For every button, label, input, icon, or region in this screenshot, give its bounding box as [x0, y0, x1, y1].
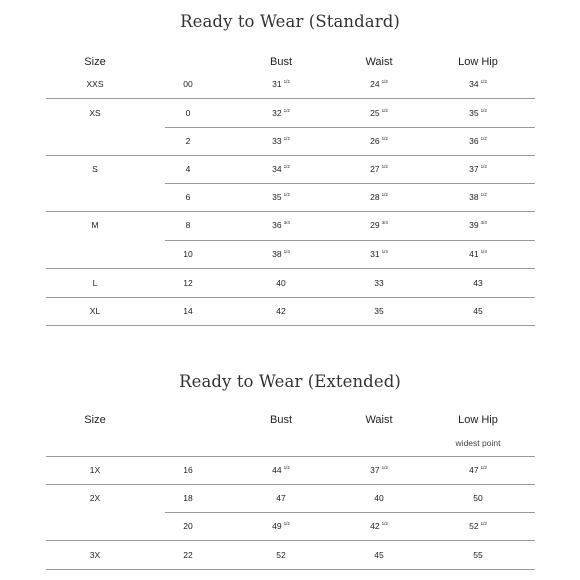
extended-row-divider — [46, 456, 535, 457]
standard-low-hip-value-fraction: 1/2 — [480, 78, 487, 84]
extended-bust-value — [276, 551, 285, 560]
extended-size-number-value: 18 — [183, 492, 193, 503]
standard-size-number — [183, 279, 192, 288]
standard-low-hip-value-value: 37 — [469, 163, 479, 174]
extended-low-hip-value-value: 47 — [469, 464, 479, 475]
standard-bust-value-value: 33 — [272, 135, 282, 146]
standard-size-label — [93, 279, 98, 288]
standard-bust-value-value: 32 — [272, 107, 282, 118]
standard-bust-value — [272, 165, 290, 174]
standard-waist-value-value: 27 — [370, 163, 380, 174]
standard-waist-value-value: 31 — [370, 248, 380, 259]
standard-waist-value-fraction: 1/4 — [381, 248, 388, 254]
standard-size-number — [183, 307, 192, 316]
standard-header-waist: Waist — [365, 56, 393, 68]
standard-waist-value-value: 29 — [370, 219, 380, 230]
standard-row-divider — [165, 127, 535, 128]
extended-size-label — [90, 466, 100, 475]
extended-bust-value-value: 49 — [272, 520, 282, 531]
extended-size-number-value: 20 — [183, 520, 193, 531]
standard-bust-value — [276, 307, 285, 316]
standard-size-label-value: L — [92, 277, 98, 288]
standard-waist-value — [370, 80, 388, 89]
standard-size-number — [186, 109, 191, 118]
standard-size-label — [90, 307, 100, 316]
extended-low-hip-value-fraction: 1/2 — [480, 464, 487, 470]
standard-bust-value-value: 31 — [272, 78, 282, 89]
standard-low-hip-value — [469, 80, 487, 89]
standard-size-label — [92, 165, 98, 174]
standard-waist-value — [370, 109, 388, 118]
standard-waist-value-fraction: 1/2 — [381, 135, 388, 141]
extended-row-divider — [46, 540, 535, 541]
standard-low-hip-value — [469, 137, 487, 146]
standard-low-hip-value-value: 36 — [469, 135, 479, 146]
standard-waist-value-value: 25 — [370, 107, 380, 118]
standard-size-label-value: XS — [89, 107, 101, 118]
standard-bust-value-fraction: 1/2 — [283, 135, 290, 141]
extended-waist-value-fraction: 1/2 — [381, 520, 388, 526]
standard-size-label-value: S — [92, 163, 98, 174]
standard-size-number-value: 6 — [185, 191, 191, 202]
extended-size-number — [183, 522, 192, 531]
extended-header-waist: Waist — [365, 414, 393, 426]
extended-size-number-value: 16 — [183, 464, 193, 475]
standard-low-hip-value — [469, 193, 487, 202]
standard-bust-value-fraction: 1/2 — [283, 163, 290, 169]
standard-waist-value — [374, 307, 383, 316]
extended-low-hip-value — [473, 551, 482, 560]
standard-waist-value-fraction: 3/4 — [381, 219, 388, 225]
extended-header-size: Size — [84, 414, 106, 426]
extended-waist-value — [374, 551, 383, 560]
standard-row-divider — [46, 98, 535, 99]
extended-title: Ready to Wear (Extended) — [179, 372, 401, 391]
standard-low-hip-value — [469, 165, 487, 174]
standard-size-number — [183, 250, 192, 259]
extended-size-label-value: 3X — [89, 549, 101, 560]
extended-waist-value — [370, 522, 388, 531]
standard-bust-value — [276, 279, 285, 288]
extended-bust-value-fraction: 1/2 — [283, 464, 290, 470]
extended-row-divider — [165, 512, 535, 513]
extended-low-hip-value — [473, 494, 482, 503]
extended-size-number-value: 22 — [183, 549, 193, 560]
extended-waist-value — [370, 466, 388, 475]
standard-low-hip-value — [469, 221, 487, 230]
extended-size-label-value: 2X — [89, 492, 101, 503]
standard-waist-value-value: 33 — [374, 277, 384, 288]
extended-waist-value-value: 45 — [374, 549, 384, 560]
standard-bust-value — [272, 250, 290, 259]
standard-bust-value-fraction: 1/2 — [283, 107, 290, 113]
extended-header-low-hip-note: widest point — [455, 438, 501, 448]
standard-bust-value — [272, 221, 290, 230]
standard-waist-value — [370, 193, 388, 202]
extended-low-hip-value-fraction: 1/2 — [480, 520, 487, 526]
standard-row-divider — [46, 268, 535, 269]
extended-bust-value — [272, 466, 290, 475]
standard-bust-value — [272, 137, 290, 146]
extended-low-hip-value — [469, 522, 487, 531]
standard-low-hip-value-fraction: 1/4 — [480, 248, 487, 254]
standard-size-number — [186, 165, 191, 174]
standard-bust-value-fraction: 1/2 — [283, 78, 290, 84]
standard-row-divider — [165, 240, 535, 241]
extended-waist-value-value: 40 — [374, 492, 384, 503]
standard-waist-value — [370, 137, 388, 146]
extended-low-hip-value — [469, 466, 487, 475]
standard-waist-value-fraction: 1/2 — [381, 163, 388, 169]
extended-low-hip-value-value: 55 — [473, 549, 483, 560]
standard-size-number — [186, 137, 191, 146]
standard-low-hip-value-value: 39 — [469, 219, 479, 230]
extended-waist-value — [374, 494, 383, 503]
standard-size-label — [86, 80, 103, 89]
standard-waist-value — [370, 250, 388, 259]
standard-size-number — [186, 193, 191, 202]
standard-low-hip-value-value: 45 — [473, 305, 483, 316]
standard-bust-value-value: 36 — [272, 219, 282, 230]
standard-waist-value-fraction: 1/2 — [381, 78, 388, 84]
standard-bust-value — [272, 193, 290, 202]
extended-bust-value — [272, 522, 290, 531]
extended-bust-value — [276, 494, 285, 503]
extended-waist-value-value: 42 — [370, 520, 380, 531]
extended-size-number — [183, 551, 192, 560]
extended-bust-value-value: 52 — [276, 549, 286, 560]
standard-low-hip-value-fraction: 1/2 — [480, 135, 487, 141]
standard-bust-value — [272, 80, 290, 89]
standard-size-number-value: 10 — [183, 248, 193, 259]
standard-low-hip-value-value: 43 — [473, 277, 483, 288]
standard-bust-value-fraction: 1/2 — [283, 191, 290, 197]
extended-waist-value-fraction: 1/2 — [381, 464, 388, 470]
standard-low-hip-value-value: 38 — [469, 191, 479, 202]
standard-low-hip-value-fraction: 1/2 — [480, 191, 487, 197]
standard-size-number — [186, 221, 191, 230]
standard-low-hip-value-fraction: 3/4 — [480, 219, 487, 225]
standard-low-hip-value-value: 35 — [469, 107, 479, 118]
standard-waist-value-value: 28 — [370, 191, 380, 202]
standard-low-hip-value-fraction: 1/2 — [480, 163, 487, 169]
standard-size-number-value: 14 — [183, 305, 193, 316]
standard-size-number-value: 00 — [183, 78, 193, 89]
standard-low-hip-value — [469, 250, 487, 259]
standard-bust-value-value: 42 — [276, 305, 286, 316]
extended-header-low-hip: Low Hip — [458, 414, 498, 426]
extended-waist-value-value: 37 — [370, 464, 380, 475]
standard-header-low-hip: Low Hip — [458, 56, 498, 68]
standard-bust-value-fraction: 1/4 — [283, 248, 290, 254]
standard-header-size: Size — [84, 56, 106, 68]
standard-waist-value — [370, 221, 388, 230]
standard-low-hip-value-value: 34 — [469, 78, 479, 89]
standard-bust-value-fraction: 3/4 — [283, 219, 290, 225]
standard-bust-value-value: 38 — [272, 248, 282, 259]
extended-size-number — [183, 494, 192, 503]
standard-waist-value-value: 24 — [370, 78, 380, 89]
standard-waist-value — [374, 279, 383, 288]
extended-size-label — [90, 494, 100, 503]
standard-waist-value-value: 35 — [374, 305, 384, 316]
standard-bust-value — [272, 109, 290, 118]
standard-low-hip-value — [473, 307, 482, 316]
extended-size-number — [183, 466, 192, 475]
standard-waist-value-value: 26 — [370, 135, 380, 146]
standard-size-number-value: 4 — [185, 163, 191, 174]
standard-size-label-value: M — [91, 219, 99, 230]
extended-size-label — [90, 551, 100, 560]
standard-header-bust: Bust — [269, 56, 293, 68]
standard-low-hip-value — [473, 279, 482, 288]
extended-size-label-value: 1X — [89, 464, 101, 475]
extended-bust-value-value: 44 — [272, 464, 282, 475]
standard-size-number-value: 2 — [185, 135, 191, 146]
standard-size-number-value: 12 — [183, 277, 193, 288]
standard-low-hip-value — [469, 109, 487, 118]
standard-waist-value-fraction: 1/2 — [381, 107, 388, 113]
standard-waist-value-fraction: 1/2 — [381, 191, 388, 197]
extended-bust-value-value: 47 — [276, 492, 286, 503]
standard-row-divider — [46, 211, 535, 212]
standard-size-label — [91, 221, 98, 230]
standard-bust-value-value: 34 — [272, 163, 282, 174]
standard-row-divider — [46, 325, 535, 326]
standard-waist-value — [370, 165, 388, 174]
standard-size-label-value: XXS — [86, 78, 104, 89]
standard-bust-value-value: 40 — [276, 277, 286, 288]
standard-size-label-value: XL — [89, 305, 101, 316]
extended-low-hip-value-value: 52 — [469, 520, 479, 531]
extended-header-bust: Bust — [269, 414, 293, 426]
extended-low-hip-value-value: 50 — [473, 492, 483, 503]
standard-low-hip-value-value: 41 — [469, 248, 479, 259]
extended-bust-value-fraction: 1/2 — [283, 520, 290, 526]
standard-size-number-value: 0 — [185, 107, 191, 118]
standard-title: Ready to Wear (Standard) — [180, 12, 400, 31]
standard-bust-value-value: 35 — [272, 191, 282, 202]
standard-size-number — [183, 80, 192, 89]
standard-low-hip-value-fraction: 1/2 — [480, 107, 487, 113]
standard-row-divider — [46, 155, 535, 156]
standard-size-label — [89, 109, 100, 118]
extended-row-divider — [46, 569, 535, 570]
extended-row-divider — [46, 484, 535, 485]
standard-size-number-value: 8 — [185, 219, 191, 230]
standard-row-divider — [165, 183, 535, 184]
standard-row-divider — [46, 297, 535, 298]
